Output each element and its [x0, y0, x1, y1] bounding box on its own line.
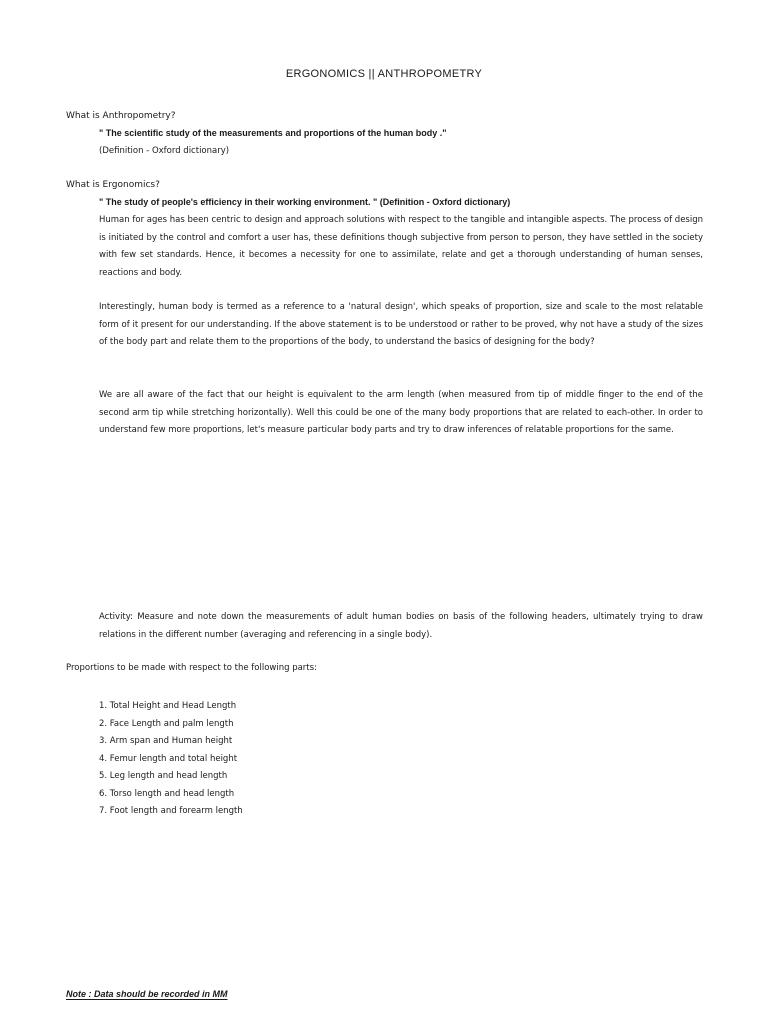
anthropometry-definition: " The scientific study of the measurements and proportions of the human body ." — [99, 128, 447, 138]
footer-note: Note : Data should be recorded in MM — [66, 989, 228, 999]
parts-list — [99, 698, 243, 821]
list-item: 1. Total Height and Head Length — [99, 701, 237, 711]
arm-length-paragraph: We are all aware of the fact that our height is equivalent to the arm length (when measured from tip of middle finger to the end of the second arm tip while stretching horizontally). Well this could be one of the many body proportions that are related to each-other. In order to understand few more proportions, let's measure particular body parts and try to draw inferences of relatable proportions for the same. — [99, 390, 703, 435]
anthropometry-source: (Definition - Oxford dictionary) — [99, 146, 230, 156]
list-item: 4. Femur length and total height — [99, 753, 238, 764]
anthropometry-question: What is Anthropometry? — [66, 111, 176, 121]
ergonomics-definition: " The study of people's efficiency in their working environment. " (Definition - Oxford dictionary) — [99, 197, 511, 207]
intro-paragraph: Human for ages has been centric to design and approach solutions with respect to the tangible and intangible aspects. The process of design is initiated by the control and comfort a user has, these definitions though subjective from person to person, they have settled in the society with few set standards. Hence, it becomes a necessity for one to assimilate, relate and get a thorough understanding of human senses, reactions and body. — [99, 215, 703, 278]
list-item: 7. Foot length and forearm length — [99, 806, 243, 816]
proportions-heading: Proportions to be made with respect to the following parts: — [66, 663, 317, 673]
page-title: ERGONOMICS || ANTHROPOMETRY — [285, 68, 483, 80]
list-item: 6. Torso length and head length — [99, 788, 235, 799]
natural-design-paragraph: Interestingly, human body is termed as a reference to a 'natural design', which speaks of proportion, size and scale to the most relatable form of it present for our understanding. If the above statement is to be understood or rather to be proved, why not have a study of the sizes of the body part and relate them to the proportions of the body, to understand the basics of designing for the body? — [99, 302, 703, 347]
list-item: 3. Arm span and Human height — [99, 736, 233, 746]
list-item: 2. Face Length and palm length — [99, 718, 234, 729]
activity-paragraph: Activity: Measure and note down the measurements of adult human bodies on basis of the following headers, ultimately trying to draw relations in the different number (averaging and referencing in a single body). — [99, 612, 703, 640]
list-item: 5. Leg length and head length — [99, 771, 228, 781]
ergonomics-question: What is Ergonomics? — [66, 180, 160, 190]
